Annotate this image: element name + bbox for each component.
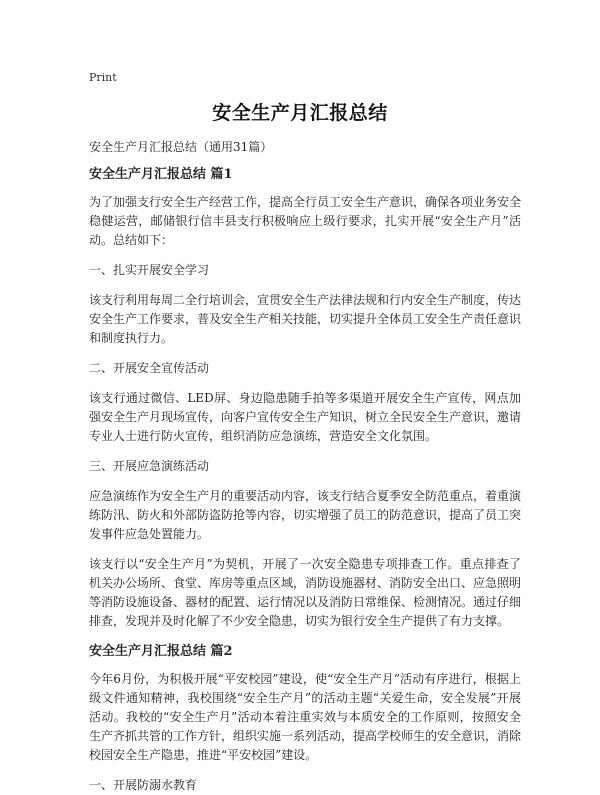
paragraph: 该支行利用每周二全行培训会，宣贯安全生产法律法规和行内安全生产制度，传达安全生产工作要求，普及安全生产相关技能，切实提升全体员工安全生产责任意识和制度执行力。 <box>89 293 522 345</box>
print-label: Print <box>89 71 117 84</box>
subsection-heading: 一、开展防溺水教育 <box>89 778 198 792</box>
subsection-heading: 一、扎实开展安全学习 <box>89 263 210 277</box>
paragraph: 今年6月份，为积极开展“平安校园”建设，使“安全生产月”活动有序进行，根据上级文件通知精神，我校围绕“安全生产月”的活动主题“关爱生命，安全发展”开展活动。我校的“安全生产月”活动本着注重实效与本质安全的工作原则，按照安全生产齐抓共管的工作方针，组织实施一系列活动，提高学校师生的安全意识，消除校园安全生产隐患，推进“平安校园”建设。 <box>89 672 522 762</box>
paragraph: 该支行以“安全生产月”为契机，开展了一次安全隐患专项排查工作。重点排查了机关办公场所、食堂、库房等重点区域，消防设施器材、消防安全出口、应急照明等消防设施设备、器材的配置、运行情况以及消防日常维保、检测情况。通过仔细排查，发现并及时化解了不少安全隐患，切实为银行安全生产提供了有力支撑。 <box>89 557 522 628</box>
paragraph: 该支行通过微信、LED屏、身边隐患随手拍等多渠道开展安全生产宣传，网点加强安全生产月现场宣传，向客户宣传安全生产知识，树立全民安全生产意识，邀请专业人士进行防火宣传，组织消防应急演练，营造安全文化氛围。 <box>89 391 522 443</box>
paragraph: 为了加强支行安全生产经营工作，提高全行员工安全生产意识，确保各项业务安全稳健运营，邮储银行信丰县支行积极响应上级行要求，扎实开展“安全生产月”活动。总结如下： <box>89 195 522 247</box>
document-subtitle: 安全生产月汇报总结（通用31篇） <box>89 140 273 154</box>
document-body <box>89 138 521 795</box>
page-title: 安全生产月汇报总结 <box>212 102 388 124</box>
section-heading: 安全生产月汇报总结 篇1 <box>89 167 233 182</box>
section-heading: 安全生产月汇报总结 篇2 <box>89 644 233 659</box>
subsection-heading: 二、开展安全宣传活动 <box>89 361 210 375</box>
subsection-heading: 三、开展应急演练活动 <box>89 459 210 473</box>
paragraph: 应急演练作为安全生产月的重要活动内容，该支行结合夏季安全防范重点，着重演练防汛、防火和外部防盗防抢等内容，切实增强了员工的防范意识，提高了员工突发事件应急处置能力。 <box>89 489 522 541</box>
